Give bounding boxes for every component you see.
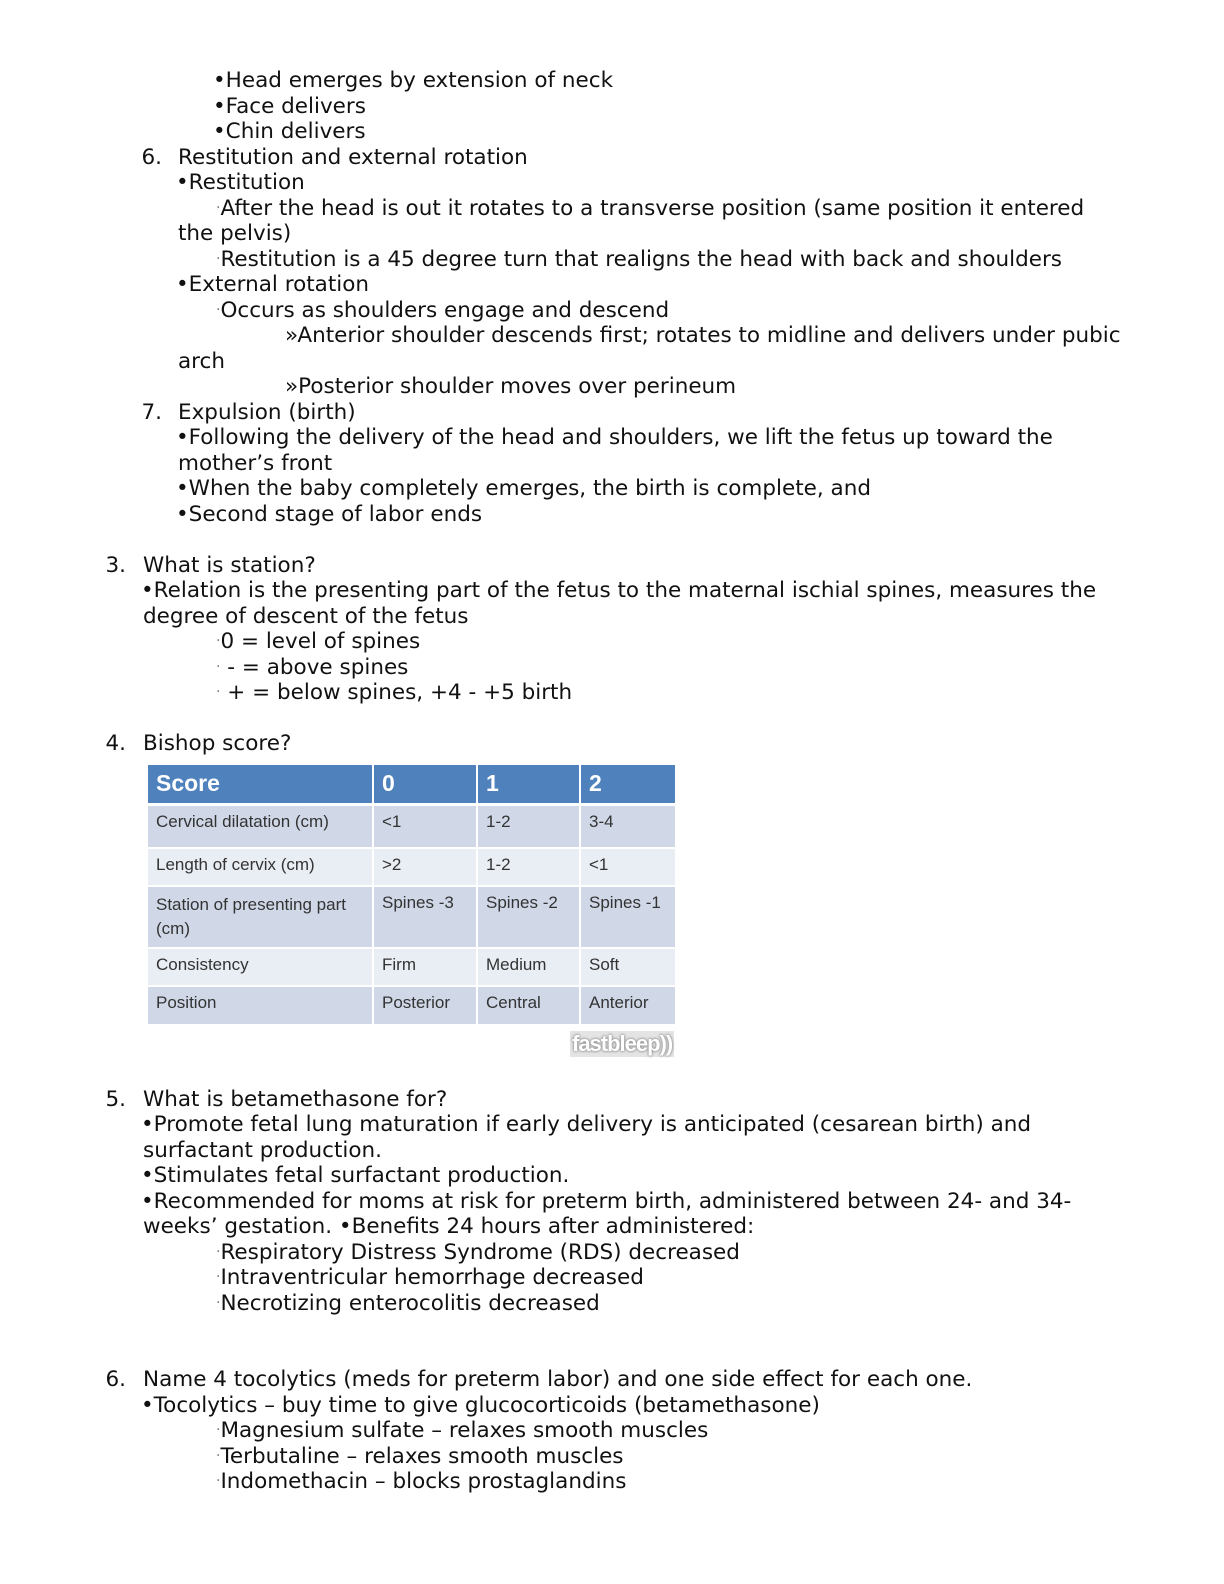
table-cell: Spines -1 bbox=[580, 886, 675, 948]
table-cell: Spines -3 bbox=[373, 886, 477, 948]
tocolytic-magnesium: ·Magnesium sulfate – relaxes smooth muscles bbox=[216, 1418, 709, 1443]
question-5 bbox=[0, 1087, 1224, 1113]
table-cell: Length of cervix (cm) bbox=[148, 848, 373, 886]
sub-bullet-icon: · bbox=[216, 1473, 221, 1489]
external-rotation-point: ·Occurs as shoulders engage and descend bbox=[216, 297, 670, 323]
restitution-point-b: ·Restitution is a 45 degree turn that realigns the head with back and shoulders bbox=[216, 246, 1063, 272]
tocolytic-indomethacin: ·Indomethacin – blocks prostaglandins bbox=[216, 1469, 627, 1494]
betamethasone-point-2: •Stimulates fetal surfactant production. bbox=[141, 1163, 570, 1188]
table-cell: Medium bbox=[477, 948, 580, 986]
question-4 bbox=[0, 731, 1224, 757]
sub-bullet-icon: · bbox=[216, 658, 221, 675]
table-row bbox=[148, 804, 675, 848]
table-cell: 1-2 bbox=[477, 848, 580, 886]
station-below: · + = below spines, +4 - +5 birth bbox=[216, 680, 573, 705]
benefit-ivh: ·Intraventricular hemorrhage decreased bbox=[216, 1265, 644, 1290]
table-cell: Firm bbox=[373, 948, 477, 986]
restitution-point-a: ·After the head is out it rotates to a transverse position (same position it entered bbox=[216, 195, 1085, 221]
table-header-cell: 0 bbox=[373, 765, 477, 805]
question-text: What is station? bbox=[143, 552, 316, 578]
question-number: 5. bbox=[105, 1086, 126, 1112]
betamethasone-point-1: •Promote fetal lung maturation if early delivery is anticipated (cesarean birth) and bbox=[141, 1112, 1032, 1137]
table-cell: Consistency bbox=[148, 948, 373, 986]
question-number: 6. bbox=[105, 1367, 126, 1392]
table-cell: Spines -2 bbox=[477, 886, 580, 948]
table-cell: Cervical dilatation (cm) bbox=[148, 804, 373, 848]
bishop-score-table bbox=[148, 765, 675, 1025]
sub-bullet-icon: · bbox=[216, 684, 221, 700]
sub-bullet-icon: · bbox=[216, 1294, 221, 1311]
step-7-heading bbox=[0, 400, 1224, 426]
table-row bbox=[148, 948, 675, 986]
table-cell: Soft bbox=[580, 948, 675, 986]
benefit-rds: ·Respiratory Distress Syndrome (RDS) decreased bbox=[216, 1239, 740, 1265]
table-row bbox=[148, 886, 675, 948]
table-cell: 3-4 bbox=[580, 804, 675, 848]
sub-bullet-icon: · bbox=[216, 199, 221, 216]
station-level-zero: ·0 = level of spines bbox=[216, 629, 421, 654]
sub-bullet-icon: · bbox=[216, 1422, 221, 1438]
tocolytic-terbutaline: ·Terbutaline – relaxes smooth muscles bbox=[216, 1443, 624, 1469]
expulsion-point-1-cont: mother’s front bbox=[178, 450, 333, 476]
bullet-face-delivers: •Face delivers bbox=[213, 93, 366, 119]
bullet-head-emerges: •Head emerges by extension of neck bbox=[213, 68, 614, 93]
table-header-cell: 2 bbox=[580, 765, 675, 805]
question-text: What is betamethasone for? bbox=[143, 1086, 448, 1112]
table-cell: <1 bbox=[373, 804, 477, 848]
station-above: · - = above spines bbox=[216, 654, 409, 680]
expulsion-point-2: •When the baby completely emerges, the birth is complete, and bbox=[176, 476, 871, 501]
question-text: Name 4 tocolytics (meds for preterm labor) and one side effect for each one. bbox=[143, 1367, 973, 1392]
betamethasone-point-1-cont: surfactant production. bbox=[143, 1137, 383, 1163]
question-3 bbox=[0, 553, 1224, 579]
sub-bullet-icon: · bbox=[216, 1243, 221, 1260]
restitution-point-a-cont: the pelvis) bbox=[178, 221, 292, 246]
anterior-shoulder-point: »Anterior shoulder descends first; rotates to midline and delivers under pubic bbox=[285, 323, 1121, 348]
sub-bullet-icon: · bbox=[216, 250, 221, 267]
sub-bullet-icon: · bbox=[216, 301, 221, 318]
table-row bbox=[148, 848, 675, 886]
betamethasone-point-3: •Recommended for moms at risk for preterm birth, administered between 24- and 34- bbox=[141, 1188, 1072, 1214]
betamethasone-point-3-cont: weeks’ gestation. •Benefits 24 hours after administered: bbox=[143, 1214, 755, 1239]
step-title: Expulsion (birth) bbox=[178, 399, 356, 425]
question-6 bbox=[0, 1367, 1224, 1393]
table-cell: Position bbox=[148, 986, 373, 1024]
table-cell: Anterior bbox=[580, 986, 675, 1024]
table-header-row bbox=[148, 765, 675, 805]
posterior-shoulder-point: »Posterior shoulder moves over perineum bbox=[285, 374, 737, 399]
station-definition: •Relation is the presenting part of the fetus to the maternal ischial spines, measures the bbox=[141, 578, 1097, 603]
sub-bullet-icon: · bbox=[216, 1269, 221, 1285]
question-number: 3. bbox=[105, 552, 126, 578]
benefit-nec: ·Necrotizing enterocolitis decreased bbox=[216, 1290, 600, 1316]
table-row bbox=[148, 986, 675, 1024]
restitution-heading: •Restitution bbox=[176, 170, 305, 195]
table-cell: 1-2 bbox=[477, 804, 580, 848]
table-header-cell: 1 bbox=[477, 765, 580, 805]
sub-bullet-icon: · bbox=[216, 633, 221, 649]
table-cell: Station of presenting part (cm) bbox=[148, 886, 373, 948]
table-cell: <1 bbox=[580, 848, 675, 886]
fastbleep-watermark: fastbleep)) bbox=[572, 1030, 673, 1056]
step-number: 6. bbox=[141, 144, 162, 170]
expulsion-point-3: •Second stage of labor ends bbox=[176, 501, 483, 527]
tocolytics-purpose: •Tocolytics – buy time to give glucocorticoids (betamethasone) bbox=[141, 1392, 820, 1418]
step-title: Restitution and external rotation bbox=[178, 144, 528, 170]
expulsion-point-1: •Following the delivery of the head and shoulders, we lift the fetus up toward the bbox=[176, 425, 1053, 450]
step-number: 7. bbox=[141, 399, 162, 425]
station-definition-cont: degree of descent of the fetus bbox=[143, 603, 469, 629]
bishop-score-figure bbox=[0, 757, 1224, 1087]
bullet-chin-delivers: •Chin delivers bbox=[213, 119, 366, 144]
sub-bullet-icon: · bbox=[216, 1447, 221, 1464]
table-header-cell: Score bbox=[148, 765, 373, 805]
anterior-shoulder-cont: arch bbox=[178, 348, 225, 374]
table-cell: Central bbox=[477, 986, 580, 1024]
table-cell: Posterior bbox=[373, 986, 477, 1024]
step-6-heading bbox=[0, 145, 1224, 171]
question-number: 4. bbox=[105, 731, 126, 756]
question-text: Bishop score? bbox=[143, 731, 292, 756]
table-cell: >2 bbox=[373, 848, 477, 886]
document-page bbox=[0, 68, 1224, 1495]
external-rotation-heading: •External rotation bbox=[176, 272, 370, 297]
